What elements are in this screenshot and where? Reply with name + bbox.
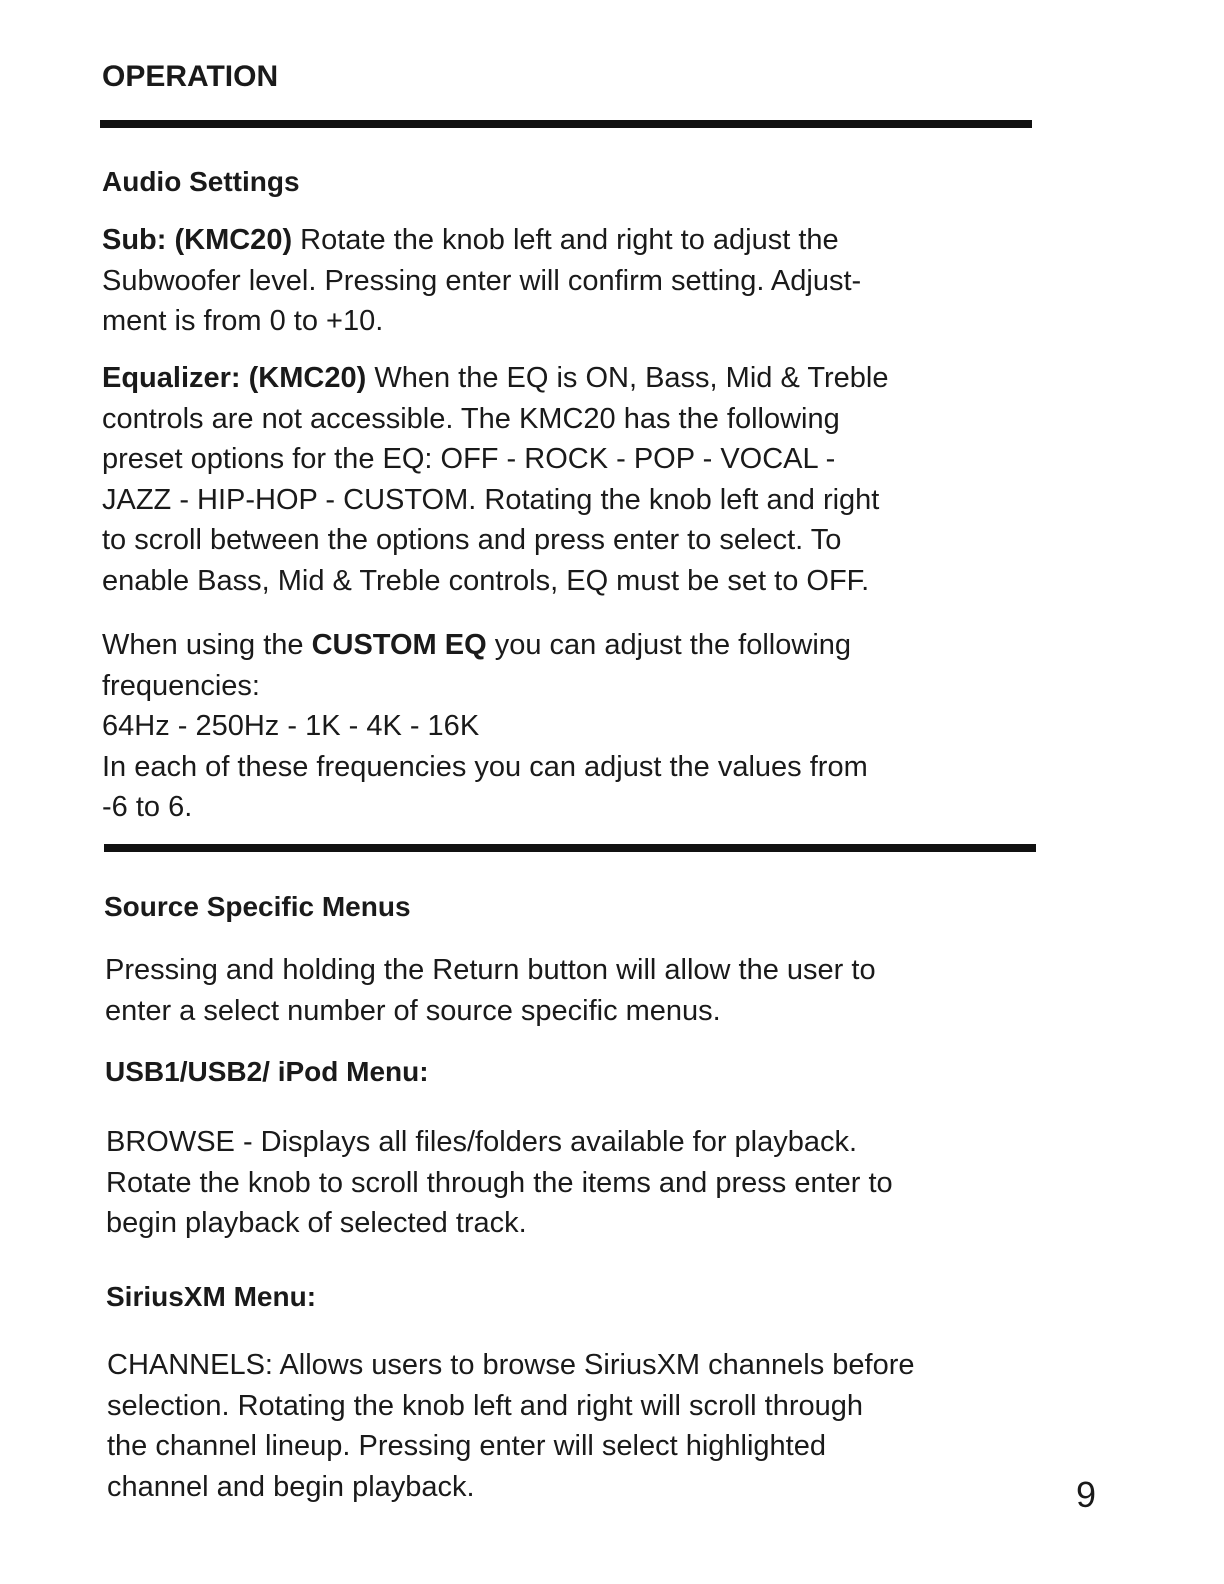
section-title-audio-settings: Audio Settings [102, 166, 300, 197]
text-line: Subwoofer level. Pressing enter will confirm setting. Adjust- [102, 264, 862, 297]
siriusxm-menu-paragraph [107, 1345, 1067, 1507]
text-line: JAZZ - HIP-HOP - CUSTOM. Rotating the knob left and right [102, 483, 880, 516]
text-line: -6 to 6. [102, 791, 193, 823]
source-intro-paragraph [105, 950, 1065, 1031]
text-line: the channel lineup. Pressing enter will select highlighted [107, 1430, 826, 1462]
text: When using the [102, 629, 312, 661]
text-line: begin playback of selected track. [106, 1207, 527, 1239]
text: you can adjust the following [486, 629, 852, 661]
custom-eq-label: CUSTOM EQ [311, 629, 487, 661]
usb-menu-paragraph [106, 1122, 1066, 1244]
text-line: ment is from 0 to +10. [102, 305, 384, 337]
siriusxm-menu-title: SiriusXM Menu: [106, 1281, 317, 1312]
text-line: Rotate the knob left and right to adjust the [292, 224, 839, 256]
text-line: enter a select number of source specific menus. [105, 994, 721, 1027]
usb-menu-title: USB1/USB2/ iPod Menu: [105, 1056, 429, 1087]
divider [104, 844, 1036, 852]
text-line: CHANNELS: Allows users to browse SiriusXM channels before [107, 1349, 915, 1381]
text-line: In each of these frequencies you can adjust the values from [102, 750, 868, 783]
custom-eq-paragraph [102, 625, 1062, 828]
text-line: Pressing and holding the Return button will allow the user to [105, 954, 876, 986]
page-number: 9 [1076, 1474, 1097, 1515]
text-line: When the EQ is ON, Bass, Mid & Treble [366, 362, 889, 394]
page-heading: OPERATION [102, 60, 279, 93]
text-line: BROWSE - Displays all files/folders available for playback. [106, 1126, 858, 1158]
divider [100, 120, 1032, 128]
equalizer-label: Equalizer: (KMC20) [102, 362, 367, 394]
sub-paragraph [102, 220, 1062, 342]
section-title-source-menus: Source Specific Menus [104, 891, 411, 922]
text-line: selection. Rotating the knob left and right will scroll through [107, 1389, 864, 1422]
sub-label: Sub: (KMC20) [102, 224, 293, 256]
text-line: channel and begin playback. [107, 1470, 475, 1503]
text-line: Rotate the knob to scroll through the items and press enter to [106, 1166, 893, 1199]
text-line: preset options for the EQ: OFF - ROCK - POP - VOCAL - [102, 443, 836, 475]
text-line: enable Bass, Mid & Treble controls, EQ must be set to OFF. [102, 564, 870, 597]
text-line: controls are not accessible. The KMC20 has the following [102, 402, 840, 435]
text-line: 64Hz - 250Hz - 1K - 4K - 16K [102, 710, 480, 742]
text-line: frequencies: [102, 669, 260, 702]
equalizer-paragraph [102, 358, 1062, 601]
text-line: to scroll between the options and press enter to select. To [102, 524, 842, 556]
